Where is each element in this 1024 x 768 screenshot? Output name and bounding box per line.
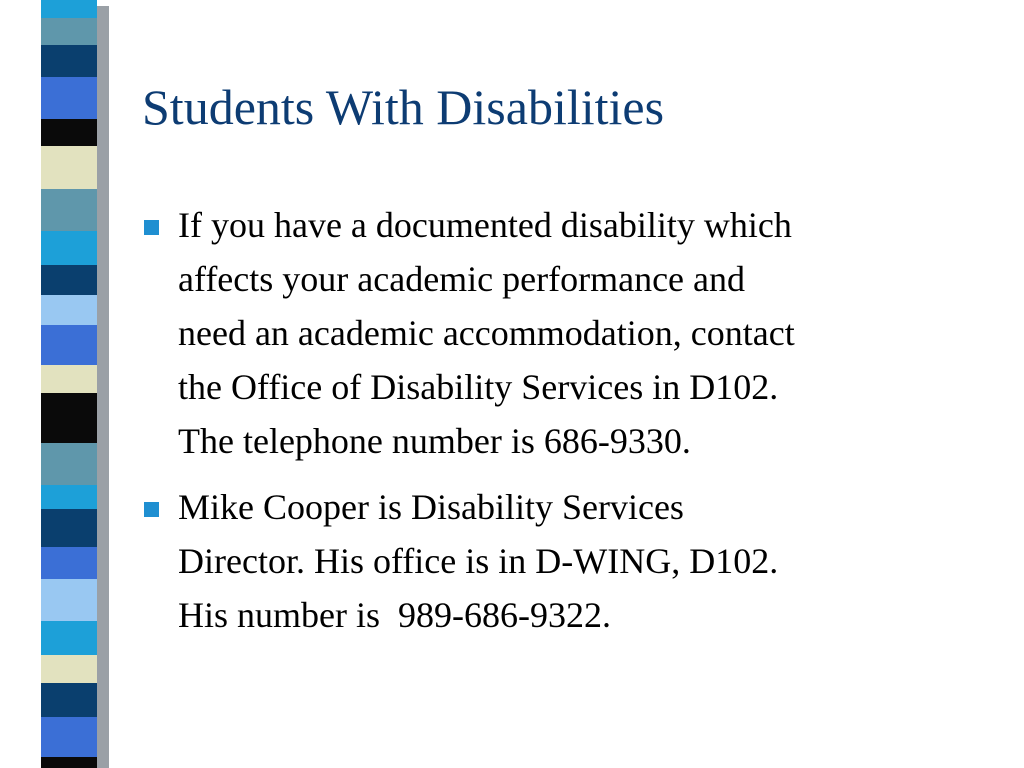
bullet-line: If you have a documented disability which [178, 205, 792, 245]
stripe [41, 45, 97, 77]
bullet-line: The telephone number is 686-9330. [178, 421, 691, 461]
stripe [41, 509, 97, 547]
bullet-item [142, 198, 982, 468]
stripe [41, 0, 97, 18]
stripe [41, 579, 97, 621]
slide-title: Students With Disabilities [142, 79, 665, 135]
square-bullet-icon [144, 502, 159, 517]
decorative-stripe-bar [41, 0, 97, 768]
bullet-text [178, 198, 982, 468]
stripe [41, 717, 97, 757]
bullet-line: His number is 989-686-9322. [178, 595, 611, 635]
bullet-text [178, 480, 982, 642]
stripe [41, 325, 97, 365]
stripe [41, 393, 97, 443]
bullet-line: Director. His office is in D-WING, D102. [178, 541, 779, 581]
stripe [41, 547, 97, 579]
bullet-line: affects your academic performance and [178, 259, 746, 299]
stripe [41, 757, 97, 768]
stripe [41, 485, 97, 509]
stripe [41, 265, 97, 295]
stripe [41, 146, 97, 189]
stripe [41, 683, 97, 717]
stripe [41, 365, 97, 393]
stripe [41, 621, 97, 655]
bullet-line: the Office of Disability Services in D102. [178, 367, 779, 407]
stripe [41, 295, 97, 325]
stripe [41, 231, 97, 265]
stripe [41, 655, 97, 683]
stripe [41, 189, 97, 231]
bullet-list [142, 198, 982, 654]
stripe [41, 18, 97, 45]
bullet-item [142, 480, 982, 642]
bullet-line: need an academic accommodation, contact [178, 313, 795, 353]
square-bullet-icon [144, 220, 159, 235]
stripe [41, 443, 97, 485]
bullet-line: Mike Cooper is Disability Services [178, 487, 684, 527]
stripe [41, 77, 97, 119]
stripe [41, 119, 97, 146]
